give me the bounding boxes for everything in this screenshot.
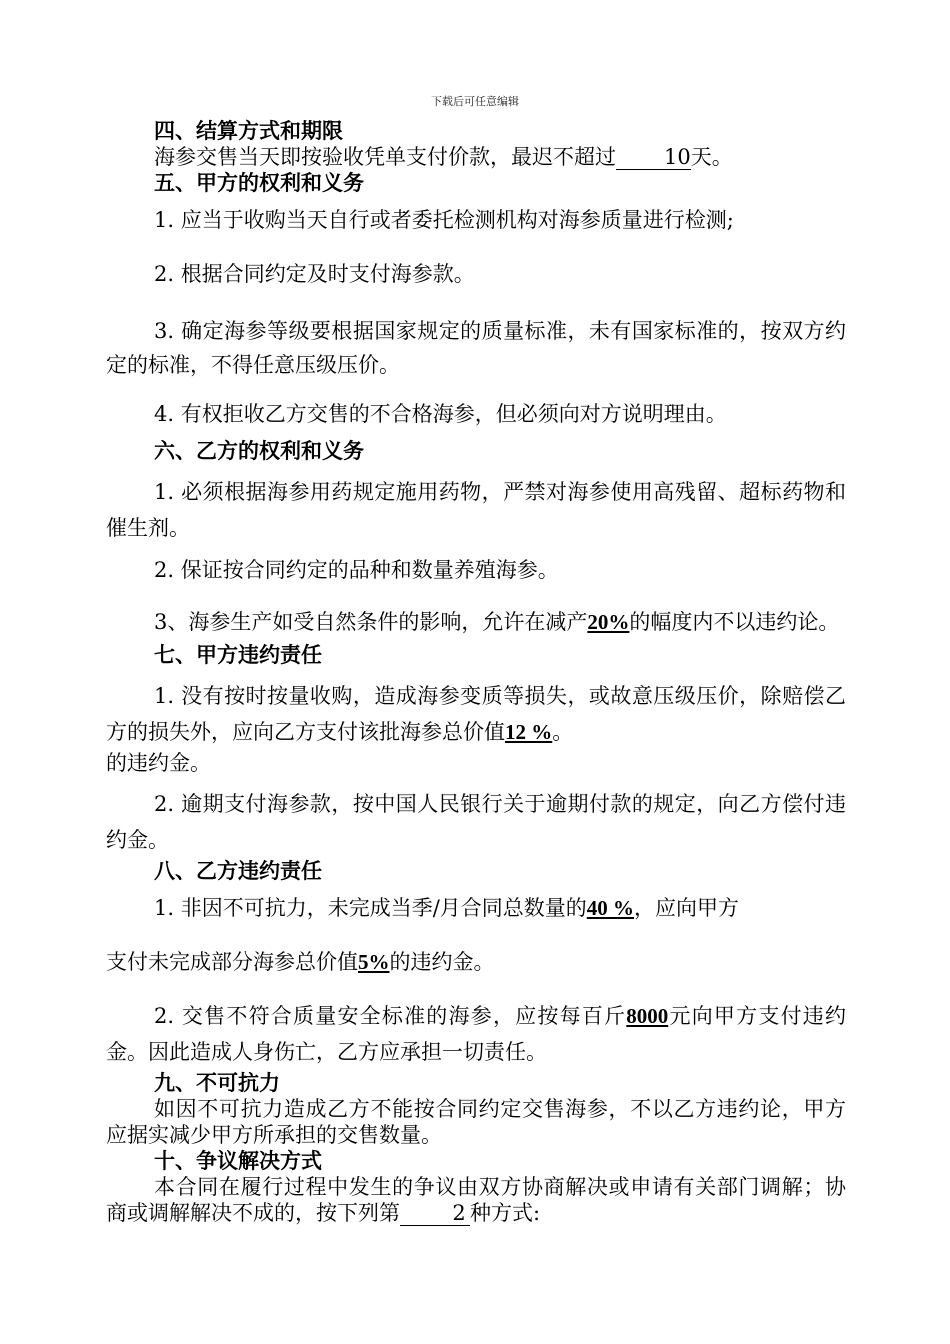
section-6-item-1: 1. 必须根据海参用药规定施用药物，严禁对海参使用高残留、超标药物和催生剂。 xyxy=(106,480,846,540)
section-5-item-3: 3. 确定海参等级要根据国家规定的质量标准，未有国家标准的，按双方约定的标准，不得任意压级压价。 xyxy=(106,319,846,377)
reduction-percent: 20% xyxy=(587,610,630,634)
section-6-item-2: 2. 保证按合同约定的品种和数量养殖海参。 xyxy=(154,558,559,582)
section-7-item-1-cont: 的违约金。 xyxy=(106,751,211,775)
page-header: 下载后可任意编辑 xyxy=(431,95,519,108)
section-8-item-1: 1. 非因不可抗力，未完成当季/月合同总数量的40 %，应向甲方 xyxy=(154,896,740,920)
section-8-item-2: 2. 交售不符合质量安全标准的海参，应按每百斤8000元向甲方支付违约金。因此造成人身伤亡，乙方应承担一切责任。 xyxy=(106,1004,846,1064)
section-7-item-2: 2. 逾期支付海参款，按中国人民银行关于逾期付款的规定，向乙方偿付违约金。 xyxy=(106,792,846,852)
section-9-text: 如因不可抗力造成乙方不能按合同约定交售海参，不以乙方违约论，甲方应据实减少甲方所承担的交售数量。 xyxy=(106,1097,846,1147)
section-7-heading: 七、甲方违约责任 xyxy=(154,643,322,667)
section-5-heading: 五、甲方的权利和义务 xyxy=(154,171,364,195)
quantity-percent: 40 % xyxy=(586,896,635,920)
section-4-text: 海参交售当天即按验收凭单支付价款，最迟不超过 10天。 xyxy=(154,145,733,169)
days-field: 10 xyxy=(616,145,691,170)
section-8-item-1-cont: 支付未完成部分海参总价值5%的违约金。 xyxy=(106,950,495,974)
section-5-item-2: 2. 根据合同约定及时支付海参款。 xyxy=(154,262,475,286)
penalty-percent-b: 5% xyxy=(358,950,390,974)
dispute-choice-field: 2 xyxy=(400,1201,470,1226)
section-5-item-1: 1. 应当于收购当天自行或者委托检测机构对海参质量进行检测; xyxy=(154,208,734,232)
section-8-heading: 八、乙方违约责任 xyxy=(154,859,322,883)
section-6-item-3: 3、海参生产如受自然条件的影响，允许在减产20%的幅度内不以违约论。 xyxy=(154,610,840,634)
section-10-heading: 十、争议解决方式 xyxy=(154,1149,322,1173)
section-9-heading: 九、不可抗力 xyxy=(154,1071,280,1095)
section-7-item-1: 1. 没有按时按量收购，造成海参变质等损失，或故意压级压价，除赔偿乙方的损失外，应向乙方支付该批海参总价值12 %。 xyxy=(106,684,846,744)
penalty-amount: 8000 xyxy=(626,1004,669,1028)
section-4-heading: 四、结算方式和期限 xyxy=(154,119,343,143)
section-10-text: 本合同在履行过程中发生的争议由双方协商解决或申请有关部门调解；协商或调解解决不成的，按下列第 2 种方式: xyxy=(106,1175,846,1225)
section-6-heading: 六、乙方的权利和义务 xyxy=(154,439,364,463)
document-body xyxy=(106,118,846,1226)
section-5-item-4: 4. 有权拒收乙方交售的不合格海参，但必须向对方说明理由。 xyxy=(154,402,727,426)
penalty-percent-a: 12 % xyxy=(505,720,553,744)
